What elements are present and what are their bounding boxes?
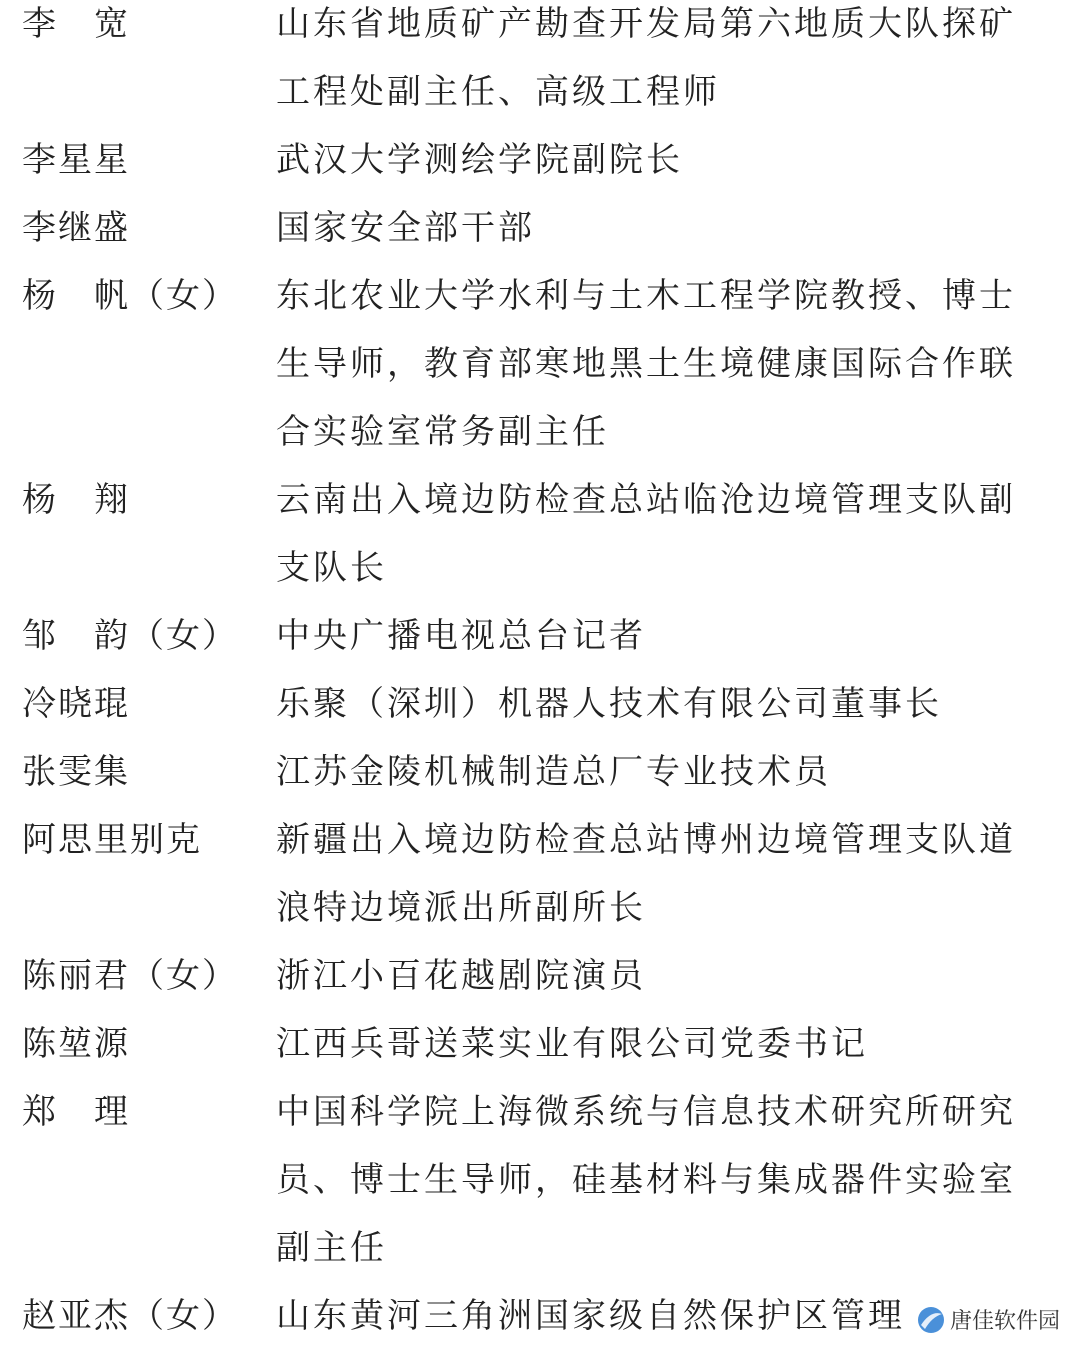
member-title-line: 新疆出入境边防检查总站博州边境管理支队道 xyxy=(276,820,1016,860)
member-title-line: 东北农业大学水利与土木工程学院教授、博士 xyxy=(276,276,1016,316)
list-item xyxy=(0,670,1080,738)
watermark xyxy=(914,1302,1066,1337)
list-item xyxy=(0,262,1080,466)
member-name: 邹 韵（女） xyxy=(22,616,238,656)
member-title-line: 浙江小百花越剧院演员 xyxy=(276,956,646,996)
member-title-line: 合实验室常务副主任 xyxy=(276,412,609,452)
member-name: 郑 理 xyxy=(22,1092,130,1132)
member-title-line: 中央广播电视总台记者 xyxy=(276,616,646,656)
member-title-line: 浪特边境派出所副所长 xyxy=(276,888,646,928)
member-name: 李 宽 xyxy=(22,4,130,44)
member-name: 张雯集 xyxy=(22,752,130,792)
list-item xyxy=(0,194,1080,262)
list-item xyxy=(0,738,1080,806)
list-item xyxy=(0,0,1080,126)
member-title-line: 山东黄河三角洲国家级自然保护区管理 xyxy=(276,1296,905,1336)
watermark-text: 唐佳软件园 xyxy=(949,1309,1060,1334)
member-name: 赵亚杰（女） xyxy=(22,1296,238,1336)
list-item xyxy=(0,466,1080,602)
member-title-line: 云南出入境边防检查总站临沧边境管理支队副 xyxy=(276,480,1016,520)
member-title-line: 山东省地质矿产勘查开发局第六地质大队探矿 xyxy=(276,4,1016,44)
list-item xyxy=(0,1078,1080,1282)
member-name: 李星星 xyxy=(22,140,130,180)
member-name: 陈丽君（女） xyxy=(22,956,238,996)
member-title-line: 江苏金陵机械制造总厂专业技术员 xyxy=(276,752,831,792)
member-name: 陈堃源 xyxy=(22,1024,130,1064)
list-item xyxy=(0,1010,1080,1078)
list-item xyxy=(0,942,1080,1010)
member-name: 阿思里别克 xyxy=(22,820,202,860)
list-item xyxy=(0,806,1080,942)
list-item xyxy=(0,126,1080,194)
member-title-line: 乐聚（深圳）机器人技术有限公司董事长 xyxy=(276,684,942,724)
member-name: 李继盛 xyxy=(22,208,130,248)
member-title-line: 武汉大学测绘学院副院长 xyxy=(276,140,683,180)
list-item xyxy=(0,602,1080,670)
member-name: 杨 翔 xyxy=(22,480,130,520)
member-title-line: 江西兵哥送菜实业有限公司党委书记 xyxy=(276,1024,868,1064)
member-title-line: 支队长 xyxy=(276,548,387,588)
member-name: 冷晓琨 xyxy=(22,684,130,724)
member-title-line: 副主任 xyxy=(276,1228,387,1268)
member-name: 杨 帆（女） xyxy=(22,276,238,316)
member-title-line: 生导师，教育部寒地黑土生境健康国际合作联 xyxy=(276,344,1016,384)
blue-swoosh-logo-icon xyxy=(916,1305,946,1335)
member-title-line: 国家安全部干部 xyxy=(276,208,535,248)
member-title-line: 工程处副主任、高级工程师 xyxy=(276,72,720,112)
member-title-line: 员、博士生导师，硅基材料与集成器件实验室 xyxy=(276,1160,1016,1200)
member-title-line: 中国科学院上海微系统与信息技术研究所研究 xyxy=(276,1092,1016,1132)
